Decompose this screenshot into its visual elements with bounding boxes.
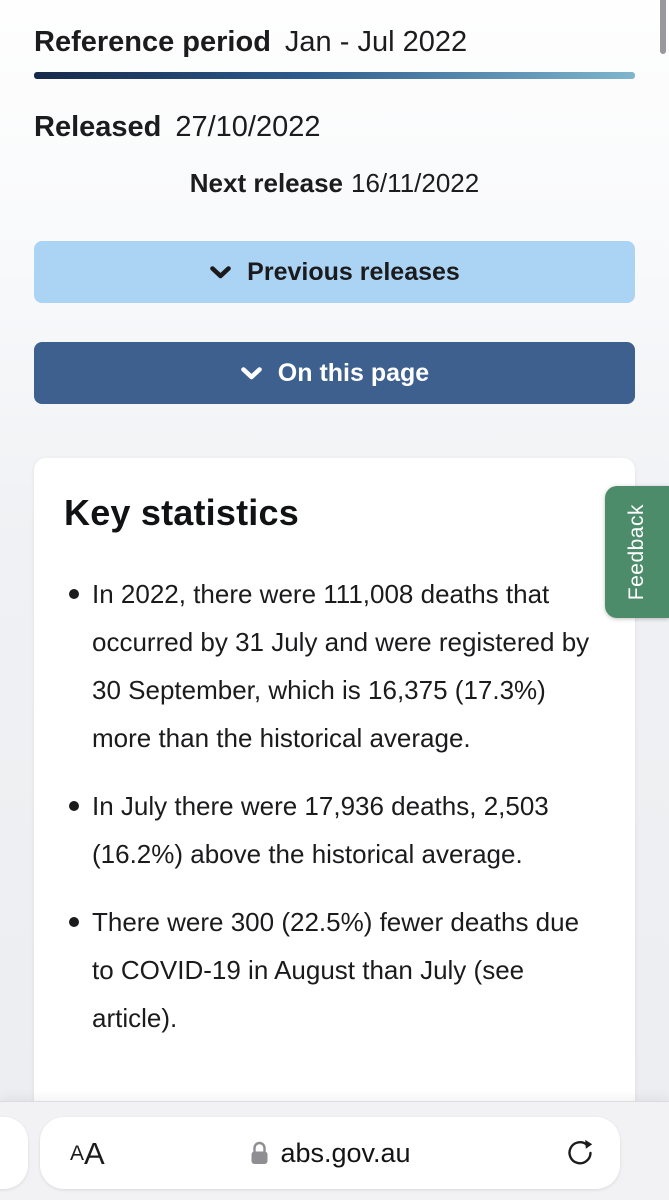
adjacent-tab-pill[interactable] <box>0 1117 28 1189</box>
next-release-label: Next release <box>189 168 344 198</box>
key-statistic-item: There were 300 (22.5%) fewer deaths due to COVID-19 in August than July (see article). <box>64 898 605 1042</box>
gradient-divider <box>34 72 635 79</box>
key-statistics-list <box>64 570 605 1042</box>
browser-bottom-bar <box>0 1101 669 1200</box>
reload-icon[interactable] <box>564 1117 596 1189</box>
text-size-large-a: A <box>84 1135 105 1171</box>
key-statistic-item: In 2022, there were 111,008 deaths that occurred by 31 July and were registered by 30 September, which is 16,375 (17.3%) more than the historical average. <box>64 570 605 762</box>
previous-releases-label: Previous releases <box>247 257 460 286</box>
address-bar[interactable] <box>40 1117 620 1189</box>
released-row <box>34 110 635 144</box>
released-value: 27/10/2022 <box>175 111 321 143</box>
key-statistics-title: Key statistics <box>64 492 299 533</box>
next-release-value: 16/11/2022 <box>351 168 480 198</box>
chevron-down-icon <box>209 265 232 280</box>
key-statistic-item: In July there were 17,936 deaths, 2,503 (16.2%) above the historical average. <box>64 782 605 878</box>
previous-releases-button[interactable] <box>34 241 635 303</box>
feedback-label: Feedback <box>625 503 648 601</box>
text-size-small-a: A <box>70 1141 85 1165</box>
url-display[interactable] <box>40 1117 620 1189</box>
chevron-down-icon <box>240 366 263 381</box>
url-text: abs.gov.au <box>280 1137 411 1168</box>
released-label: Released <box>34 111 162 143</box>
reference-period-label: Reference period <box>34 26 271 58</box>
lock-icon <box>249 1140 270 1166</box>
reference-period-value: Jan - Jul 2022 <box>284 26 468 58</box>
on-this-page-button[interactable] <box>34 342 635 404</box>
on-this-page-label: On this page <box>277 358 430 387</box>
next-release-row <box>34 168 635 198</box>
key-statistics-card <box>34 458 635 1150</box>
scrollbar-thumb[interactable] <box>660 0 666 54</box>
feedback-tab[interactable] <box>605 486 669 618</box>
reference-period-row <box>34 25 635 59</box>
